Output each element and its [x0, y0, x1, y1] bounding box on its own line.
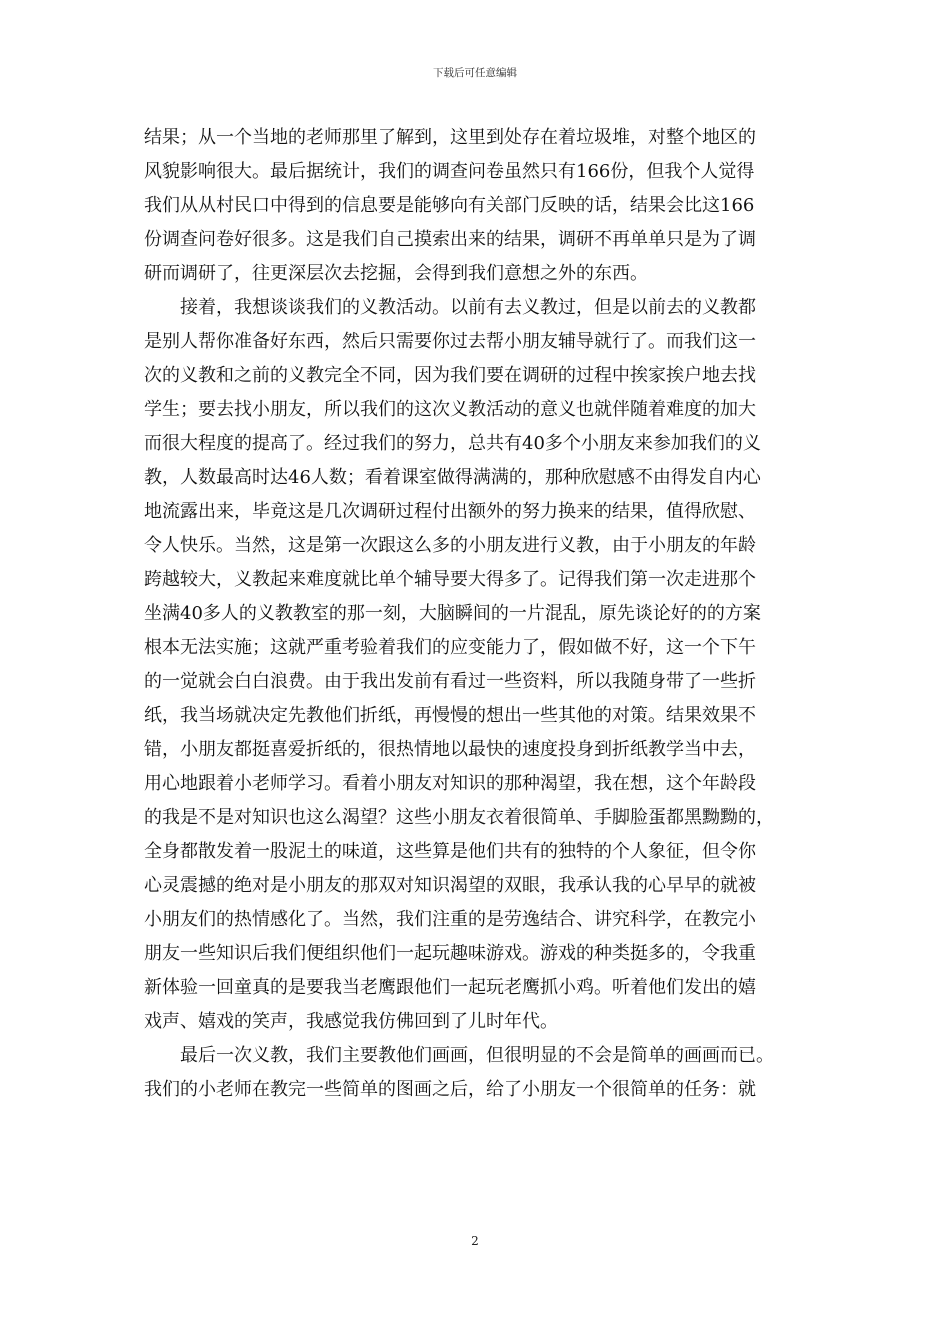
paragraph-start-line: 最后一次义教，我们主要教他们画画，但很明显的不会是简单的画画而已。 — [180, 1045, 774, 1066]
text-line: 我们从从村民口中得到的信息要是能够向有关部门反映的话，结果会比这166 — [144, 195, 755, 216]
text-line: 全身都散发着一股泥土的味道，这些算是他们共有的独特的个人象征，但令你 — [144, 841, 756, 862]
text-line: 教，人数最高时达46人数；看着课室做得满满的，那种欣慰感不由得发自内心 — [144, 467, 761, 488]
text-line: 是别人帮你准备好东西，然后只需要你过去帮小朋友辅导就行了。而我们这一 — [144, 331, 756, 352]
text-line: 而很大程度的提高了。经过我们的努力，总共有40多个小朋友来参加我们的义 — [144, 433, 761, 454]
text-line: 地流露出来，毕竟这是几次调研过程付出额外的努力换来的结果，值得欣慰、 — [144, 501, 756, 522]
text-line: 用心地跟着小老师学习。看着小朋友对知识的那种渴望，我在想，这个年龄段 — [144, 773, 756, 794]
text-line: 错，小朋友都挺喜爱折纸的，很热情地以最快的速度投身到折纸教学当中去， — [144, 739, 756, 760]
text-line: 跨越较大，义教起来难度就比单个辅导要大得多了。记得我们第一次走进那个 — [144, 569, 756, 590]
text-line: 的一觉就会白白浪费。由于我出发前有看过一些资料，所以我随身带了一些折 — [144, 671, 756, 692]
text-line: 结果；从一个当地的老师那里了解到，这里到处存在着垃圾堆，对整个地区的 — [144, 127, 756, 148]
page-number: 2 — [471, 1234, 479, 1248]
text-line: 研而调研了，往更深层次去挖掘，会得到我们意想之外的东西。 — [144, 263, 648, 284]
text-line: 戏声、嬉戏的笑声，我感觉我仿佛回到了儿时年代。 — [144, 1011, 558, 1032]
page-header: 下载后可任意编辑 — [433, 67, 517, 79]
text-line: 纸，我当场就决定先教他们折纸，再慢慢的想出一些其他的对策。结果效果不 — [144, 705, 756, 726]
text-line: 朋友一些知识后我们便组织他们一起玩趣味游戏。游戏的种类挺多的，令我重 — [144, 943, 756, 964]
text-line: 风貌影响很大。最后据统计，我们的调查问卷虽然只有166份，但我个人觉得 — [144, 161, 755, 182]
text-line: 小朋友们的热情感化了。当然，我们注重的是劳逸结合、讲究科学，在教完小 — [144, 909, 756, 930]
text-line: 份调查问卷好很多。这是我们自己摸索出来的结果，调研不再单单只是为了调 — [144, 229, 756, 250]
text-line: 心灵震撼的绝对是小朋友的那双对知识渴望的双眼，我承认我的心早早的就被 — [144, 875, 756, 896]
paragraph-start-line: 接着，我想谈谈我们的义教活动。以前有去义教过，但是以前去的义教都 — [180, 297, 756, 318]
text-line: 我们的小老师在教完一些简单的图画之后，给了小朋友一个很简单的任务：就 — [144, 1079, 756, 1100]
text-line: 新体验一回童真的是要我当老鹰跟他们一起玩老鹰抓小鸡。听着他们发出的嬉 — [144, 977, 756, 998]
text-line: 令人快乐。当然，这是第一次跟这么多的小朋友进行义教，由于小朋友的年龄 — [144, 535, 756, 556]
text-line: 根本无法实施；这就严重考验着我们的应变能力了，假如做不好，这一个下午 — [144, 637, 756, 658]
text-line: 学生；要去找小朋友，所以我们的这次义教活动的意义也就伴随着难度的加大 — [144, 399, 756, 420]
text-line: 次的义教和之前的义教完全不同，因为我们要在调研的过程中挨家挨户地去找 — [144, 365, 756, 386]
text-line: 坐满40多人的义教教室的那一刻，大脑瞬间的一片混乱，原先谈论好的的方案 — [144, 603, 761, 624]
text-line: 的我是不是对知识也这么渴望？这些小朋友衣着很简单、手脚脸蛋都黑黝黝的， — [144, 807, 774, 828]
document-body — [144, 121, 808, 1107]
